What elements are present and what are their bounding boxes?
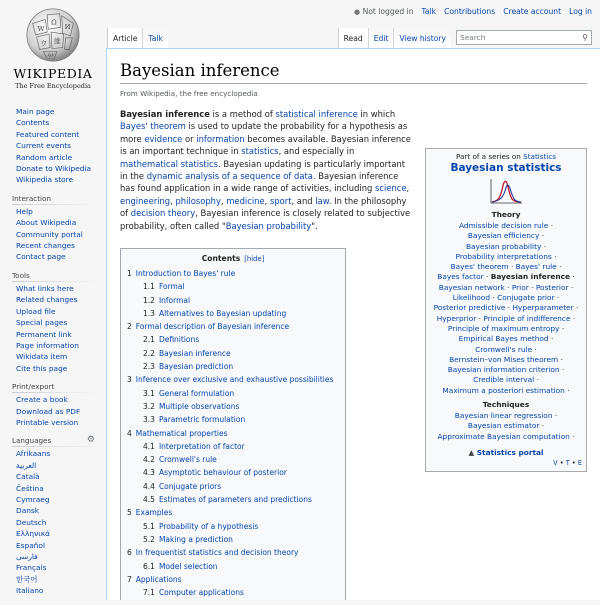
- inline-link[interactable]: science: [375, 183, 407, 194]
- navbox-vte: V • T • E: [553, 458, 582, 467]
- logo-tagline: The Free Encyclopedia: [15, 82, 91, 90]
- sidebar-link[interactable]: Ελληνικά: [16, 529, 50, 539]
- inline-link[interactable]: information: [196, 133, 245, 144]
- toc-link[interactable]: Examples: [135, 508, 173, 518]
- sidebox-line: Hyperprior · Principle of indifference ·: [436, 313, 576, 323]
- toc-link[interactable]: Formal: [158, 282, 185, 292]
- sidebar-link[interactable]: Download as PDF: [16, 406, 81, 416]
- text-run: is used to update the probability for a hypothesis as more: [120, 121, 408, 144]
- sidebar-item-cite-this-page[interactable]: [16, 363, 105, 374]
- toc-title: Contents: [201, 254, 241, 263]
- current-article-label: Bayesian inference: [490, 272, 571, 282]
- language-item-italiano[interactable]: [16, 585, 105, 596]
- sidebox-link[interactable]: Bayesian estimator: [467, 421, 540, 431]
- sidebox-link[interactable]: Bayes' theorem: [450, 262, 509, 272]
- toc-number: 1.3: [143, 308, 155, 318]
- not-logged-in: [354, 7, 413, 16]
- language-item-item[interactable]: [16, 460, 105, 471]
- series-part-of: [430, 152, 582, 161]
- sidebar-item-special-pages[interactable]: [16, 317, 105, 328]
- text-run: . Bayesian inference has found application in a wide range of activities, including: [120, 171, 399, 194]
- sidebox-link[interactable]: Principle of indifference: [483, 313, 571, 323]
- sidebox-line: Bayesian efficiency ·: [467, 231, 545, 241]
- sidebar-item-donate-to-wikipedia[interactable]: [16, 163, 105, 174]
- site-subtitle: From Wikipedia, the free encyclopedia: [120, 89, 258, 98]
- sidebox-line: Bayes factor · Bayesian inference ·: [437, 272, 575, 282]
- sidebar-languages: [0, 436, 105, 596]
- sidebox-link[interactable]: Hyperprior: [436, 313, 477, 323]
- language-item-francais[interactable]: [16, 562, 105, 573]
- sidebox-line: Credible interval ·: [473, 375, 539, 385]
- sidebox-link[interactable]: Principle of maximum entropy: [447, 323, 560, 333]
- tab-article[interactable]: [107, 28, 142, 48]
- sidebox-link[interactable]: Posterior: [535, 282, 569, 292]
- sidebar-heading-tools[interactable]: Tools: [0, 271, 105, 280]
- toc-number: 4.3: [143, 468, 155, 478]
- toc-entry[interactable]: [127, 546, 339, 559]
- sidebar-item-related-changes[interactable]: [16, 294, 105, 305]
- sidebar-link[interactable]: Cite this page: [16, 363, 68, 373]
- language-item-cymraeg[interactable]: [16, 494, 105, 505]
- sidebar-link[interactable]: Contents: [16, 118, 50, 128]
- sidebox-link[interactable]: Bayesian efficiency: [467, 231, 540, 241]
- toc-link[interactable]: Inference over exclusive and exhaustive possibilities: [135, 375, 334, 385]
- sidebar-link[interactable]: Dansk: [16, 506, 40, 516]
- sidebar-link[interactable]: About Wikipedia: [16, 218, 77, 228]
- sidebar-item-permanent-link[interactable]: [16, 329, 105, 340]
- sidebox-link[interactable]: Posterior predictive: [433, 303, 506, 313]
- sidebox-link[interactable]: Probability interpretations: [455, 251, 552, 261]
- toc-link[interactable]: Computer applications: [158, 588, 244, 598]
- toc-number: 4.4: [143, 481, 155, 491]
- toc-entry[interactable]: [127, 294, 339, 307]
- sidebar-link[interactable]: Page information: [16, 340, 79, 350]
- sidebox-link[interactable]: Cromwell's rule: [475, 344, 533, 354]
- sidebox-link[interactable]: Likelihood: [452, 293, 491, 303]
- toc-entry[interactable]: [127, 440, 339, 453]
- toc-number: 2: [127, 322, 132, 332]
- sidebox-link[interactable]: Maximum a posteriori estimation: [442, 385, 565, 395]
- search-input[interactable]: [456, 30, 592, 45]
- sidebar-item-upload-file[interactable]: [16, 306, 105, 317]
- view-tabs: [338, 28, 592, 48]
- toc-link[interactable]: Applications: [135, 574, 182, 584]
- toc-entry[interactable]: [127, 280, 339, 293]
- text-run: . In the philosophy of: [120, 195, 407, 219]
- sidebox-link[interactable]: Bayesian network: [438, 282, 505, 292]
- sidebox-link[interactable]: Bayesian probability: [465, 241, 542, 251]
- vte-edit-link[interactable]: E: [577, 458, 582, 467]
- toc-entry[interactable]: [127, 307, 339, 320]
- vte-view-link[interactable]: V: [553, 458, 558, 467]
- sidebar-item-about-wikipedia[interactable]: [16, 217, 105, 228]
- tab-read-label: Read: [343, 34, 363, 43]
- toc-entry[interactable]: [127, 400, 339, 413]
- sidebox-line: Bayesian linear regression ·: [454, 411, 558, 421]
- toc-number: 3.3: [143, 415, 155, 425]
- text-run: ,: [406, 183, 410, 194]
- text-run: , Bayesian inference is closely related to subjective probability, often called ": [120, 208, 411, 231]
- svg-text:ウ: ウ: [40, 39, 48, 48]
- toc-entry[interactable]: [127, 506, 339, 519]
- part-of-label: Part of a series on: [455, 152, 521, 161]
- toc-entry[interactable]: [127, 573, 339, 586]
- sidebar-item-recent-changes[interactable]: [16, 240, 105, 251]
- series-sidebar: [425, 148, 587, 472]
- toc-number: 5: [127, 508, 132, 518]
- sidebar-link[interactable]: Help: [16, 206, 33, 216]
- sidebar-link[interactable]: Contact page: [16, 252, 66, 262]
- tab-talk[interactable]: [142, 28, 168, 48]
- toc-entry[interactable]: [127, 413, 339, 426]
- sidebox-link[interactable]: Bayes factor: [437, 272, 484, 282]
- sidebox-line: Posterior predictive · Hyperparameter ·: [433, 303, 579, 313]
- theory-heading: Theory: [491, 210, 521, 219]
- sidebox-line: Principle of maximum entropy ·: [447, 323, 565, 333]
- language-item-espanol[interactable]: [16, 540, 105, 551]
- table-of-contents: [120, 248, 346, 600]
- content: [106, 48, 600, 600]
- sidebar-link[interactable]: Español: [16, 540, 45, 550]
- toc-number: 1.2: [143, 295, 155, 305]
- inline-link[interactable]: mathematical statistics: [120, 158, 218, 169]
- sidebar-link[interactable]: Community portal: [16, 229, 83, 239]
- toc-entry[interactable]: [127, 373, 339, 386]
- sidebox-link[interactable]: Bernstein–von Mises theorem: [449, 354, 559, 364]
- svg-text:И: И: [64, 23, 71, 32]
- text-run: ,: [264, 195, 270, 206]
- sidebar-item-random-article[interactable]: [16, 152, 105, 163]
- inline-link[interactable]: decision theory: [130, 208, 196, 219]
- sidebox-line: Approximate Bayesian computation ·: [437, 431, 575, 441]
- techniques-list: [430, 411, 582, 442]
- not-logged-in-label: Not logged in: [362, 7, 414, 16]
- toc-number: 6.1: [143, 561, 155, 571]
- inline-link[interactable]: Bayes' theorem: [120, 121, 186, 132]
- sidebar-tools: [0, 271, 105, 374]
- sidebar-item-what-links-here[interactable]: [16, 283, 105, 294]
- log-in-link[interactable]: Log in: [569, 7, 592, 16]
- sidebar-link[interactable]: Cymraeg: [16, 494, 50, 504]
- sidebar-link[interactable]: Main page: [16, 107, 55, 116]
- toc-hide-toggle[interactable]: [hide]: [244, 255, 265, 263]
- sidebox-link[interactable]: Bayes' rule: [515, 262, 557, 272]
- sidebar-item-featured-content[interactable]: [16, 129, 105, 140]
- sidebar-navigation: [0, 106, 105, 186]
- sidebox-link[interactable]: Hyperparameter: [512, 303, 574, 313]
- sidebar-link[interactable]: 한국어: [16, 574, 38, 584]
- sidebar-link[interactable]: Printable version: [16, 417, 79, 427]
- toc-link[interactable]: Estimates of parameters and predictions: [158, 495, 312, 505]
- toc-number: 4.2: [143, 455, 155, 465]
- toc-entry[interactable]: [127, 360, 339, 373]
- sidebar-heading-interaction[interactable]: Interaction: [0, 194, 105, 203]
- sidebar-item-contact-page[interactable]: [16, 251, 105, 262]
- sidebox-line: Bayesian information criterion ·: [447, 365, 565, 375]
- toc-link[interactable]: Making a prediction: [158, 534, 233, 544]
- sidebox-line: Bayesian estimator ·: [467, 421, 545, 431]
- text-run: or: [182, 133, 197, 144]
- inline-link[interactable]: sport: [269, 195, 292, 206]
- text-run: ,: [220, 195, 227, 206]
- sidebar-link[interactable]: Afrikaans: [16, 449, 51, 459]
- toc-number: 7: [127, 574, 132, 584]
- language-item-dansk[interactable]: [16, 505, 105, 516]
- sidebar-link[interactable]: Create a book: [16, 395, 68, 405]
- lead-paragraph: [120, 108, 412, 232]
- inline-link[interactable]: evidence: [144, 133, 183, 144]
- toc-entry[interactable]: [127, 347, 339, 360]
- techniques-heading: Techniques: [482, 400, 530, 410]
- sidebox-link[interactable]: Bayesian linear regression: [454, 411, 553, 421]
- toc-link[interactable]: Probability of a hypothesis: [158, 521, 259, 531]
- toc-entry[interactable]: [127, 560, 339, 573]
- toc-entry[interactable]: [127, 267, 339, 280]
- toc-link[interactable]: Interpretation of factor: [158, 441, 245, 451]
- portal-link[interactable]: Statistics portal: [476, 447, 544, 457]
- sidebar-item-wikipedia-store[interactable]: [16, 174, 105, 185]
- sidebox-link[interactable]: Empirical Bayes method: [458, 334, 549, 344]
- sidebar-link[interactable]: Current events: [16, 141, 72, 151]
- toc-entry[interactable]: [127, 520, 339, 533]
- text-run: becomes available. Bayesian inference is an important technique in: [120, 133, 411, 157]
- sidebar-item-contents[interactable]: [16, 117, 105, 128]
- sidebar-link[interactable]: Čeština: [16, 483, 44, 493]
- sidebar-link[interactable]: Français: [16, 563, 47, 573]
- toc-number: 3: [127, 375, 132, 385]
- bold-term: Bayesian inference: [120, 109, 210, 119]
- inline-link[interactable]: dynamic analysis of a sequence of data: [146, 171, 313, 182]
- wikipedia-logo[interactable]: [12, 6, 94, 90]
- toc-number: 4.5: [143, 495, 155, 505]
- toc-entry[interactable]: [127, 387, 339, 400]
- sidebox-line: Bayesian probability ·: [465, 241, 547, 251]
- sidebar-link[interactable]: Recent changes: [16, 241, 75, 251]
- toc-number: 5.1: [143, 521, 155, 531]
- personal-tools: [354, 7, 592, 16]
- sidebar-link[interactable]: Donate to Wikipedia: [16, 164, 92, 174]
- toc-link[interactable]: Definitions: [158, 335, 200, 345]
- toc-number: 5.2: [143, 534, 155, 544]
- sidebox-line: Cromwell's rule ·: [475, 344, 537, 354]
- toc-entry[interactable]: [127, 466, 339, 479]
- sidebar-item-help[interactable]: [16, 206, 105, 217]
- toc-number: 6: [127, 548, 132, 558]
- sidebar-item-community-portal[interactable]: [16, 229, 105, 240]
- toc-entry[interactable]: [127, 333, 339, 346]
- language-item-afrikaans[interactable]: [16, 448, 105, 459]
- toc-entry[interactable]: [127, 493, 339, 506]
- wikipedia-globe-icon: [24, 6, 82, 64]
- toc-link[interactable]: Formal description of Bayesian inference: [135, 322, 290, 332]
- inline-link[interactable]: philosophy: [175, 195, 221, 206]
- sidebar-link[interactable]: Wikipedia store: [16, 175, 74, 185]
- sidebox-line: Likelihood · Conjugate prior ·: [452, 293, 560, 303]
- sidebar-item-page-information[interactable]: [16, 340, 105, 351]
- svg-text:W: W: [37, 25, 45, 34]
- bayesian-curves-icon: [488, 176, 524, 206]
- sidebox-link[interactable]: Approximate Bayesian computation: [437, 431, 570, 441]
- toc-link[interactable]: Multiple observations: [158, 401, 240, 411]
- sidebar: [0, 106, 105, 605]
- sidebar-item-download-as-pdf[interactable]: [16, 406, 105, 417]
- sidebar-heading-languages[interactable]: [0, 436, 105, 445]
- search-placeholder: Search: [460, 33, 486, 42]
- sidebar-item-main-page[interactable]: [16, 106, 105, 117]
- language-item-item[interactable]: [16, 551, 105, 562]
- create-account-link[interactable]: Create account: [503, 7, 562, 16]
- sidebar-interaction: [0, 194, 105, 263]
- search-icon[interactable]: ⚲: [582, 33, 588, 42]
- text-run: ,: [170, 195, 176, 206]
- tab-article-label: Article: [113, 34, 138, 43]
- language-item-cestina[interactable]: [16, 483, 105, 494]
- tab-talk-label: Talk: [148, 34, 163, 43]
- toc-link[interactable]: Introduction to Bayes' rule: [135, 269, 236, 278]
- text-run: , and especially in: [278, 146, 355, 157]
- series-title[interactable]: Bayesian statistics: [450, 162, 562, 174]
- toc-link[interactable]: Cromwell's rule: [158, 455, 217, 465]
- toc-entry[interactable]: [127, 320, 339, 333]
- language-item-item[interactable]: [16, 528, 105, 539]
- text-run: . Bayesian updating is particularly important in the: [120, 158, 406, 182]
- sidebar-link[interactable]: Related changes: [16, 295, 78, 305]
- tab-view-history-label: View history: [399, 34, 446, 43]
- toc-number: 4.1: [143, 441, 155, 451]
- sidebar-link[interactable]: Català: [16, 472, 40, 482]
- sidebar-link[interactable]: Permanent link: [16, 329, 72, 339]
- sidebox-line: Bayes' theorem · Bayes' rule ·: [450, 262, 562, 272]
- inline-link[interactable]: medicine: [226, 195, 265, 206]
- toc-link[interactable]: Conjugate priors: [158, 481, 222, 491]
- statistics-link[interactable]: Statistics: [523, 152, 557, 161]
- toc-link[interactable]: Parametric formulation: [158, 415, 246, 425]
- toc-number: 1: [127, 269, 132, 278]
- contributions-link[interactable]: Contributions: [444, 7, 496, 16]
- language-item-deutsch[interactable]: [16, 517, 105, 528]
- svg-text:ω: ω: [48, 50, 54, 59]
- toc-number: 4: [127, 428, 132, 438]
- user-icon: ●: [354, 8, 361, 16]
- toc-entry[interactable]: [127, 427, 339, 440]
- text-run: is a method of: [209, 109, 276, 119]
- toc-entry[interactable]: [127, 586, 339, 599]
- sidebox-line: Admissible decision rule ·: [458, 221, 554, 230]
- toc-link[interactable]: Bayesian prediction: [158, 362, 234, 372]
- sidebar-link[interactable]: Random article: [16, 152, 73, 162]
- toc-link[interactable]: Informal: [158, 295, 191, 305]
- sidebar-link[interactable]: Special pages: [16, 318, 68, 328]
- svg-text:維: 維: [53, 37, 61, 46]
- toc-number: 3.2: [143, 401, 155, 411]
- toc-link[interactable]: Alternatives to Bayesian updating: [158, 308, 287, 318]
- portal-icon: ▲: [468, 447, 475, 457]
- toc-number: 2.3: [143, 362, 155, 372]
- talk-link[interactable]: Talk: [421, 7, 437, 16]
- toc-link[interactable]: Mathematical properties: [135, 428, 228, 438]
- language-item-item[interactable]: [16, 574, 105, 585]
- tab-edit-label: Edit: [373, 34, 389, 43]
- tab-read[interactable]: [338, 28, 368, 48]
- sidebar-link[interactable]: Featured content: [16, 129, 80, 139]
- sidebar-link[interactable]: Wikidata item: [16, 352, 68, 362]
- toc-entry[interactable]: [127, 453, 339, 466]
- inline-link[interactable]: Bayesian probability: [225, 220, 312, 231]
- toc-entry[interactable]: [127, 533, 339, 546]
- toc-link[interactable]: In frequentist statistics and decision theory: [135, 548, 299, 558]
- sidebar-link[interactable]: العربية: [16, 460, 37, 470]
- theory-list: [430, 221, 582, 396]
- toc-number: 2.2: [143, 348, 155, 358]
- sidebox-line: Bernstein–von Mises theorem ·: [449, 354, 563, 364]
- toc-link[interactable]: Model selection: [158, 561, 218, 571]
- toc-entry[interactable]: [127, 480, 339, 493]
- sidebar-link[interactable]: Italiano: [16, 586, 44, 596]
- sidebar-print: [0, 382, 105, 428]
- gear-icon[interactable]: ⚙: [86, 435, 95, 446]
- inline-link[interactable]: law: [315, 195, 329, 206]
- sidebox-link[interactable]: Admissible decision rule: [458, 221, 549, 230]
- sidebox-line: Maximum a posteriori estimation ·: [442, 385, 570, 395]
- toc-number: 7.1: [143, 588, 155, 598]
- page-title: Bayesian inference: [120, 61, 587, 84]
- sidebar-link[interactable]: What links here: [16, 283, 74, 293]
- inline-link[interactable]: statistics: [241, 146, 279, 157]
- text-run: ".: [311, 220, 318, 231]
- toc-header: [127, 254, 339, 263]
- text-run: in which: [357, 109, 396, 119]
- toc-list: [127, 267, 339, 599]
- vte-talk-link[interactable]: T: [565, 458, 570, 467]
- namespace-tabs: [107, 28, 168, 48]
- language-item-catala[interactable]: [16, 471, 105, 482]
- sidebox-link[interactable]: Bayesian information criterion: [447, 365, 560, 375]
- statistics-portal[interactable]: [430, 448, 582, 457]
- sidebox-line: Bayesian network · Prior · Posterior ·: [438, 282, 574, 292]
- sidebox-link[interactable]: Conjugate prior: [497, 293, 555, 303]
- toc-number: 2.1: [143, 335, 155, 345]
- tab-edit[interactable]: [368, 28, 394, 48]
- logo-wordmark: WIKIPEDIA: [13, 66, 93, 81]
- sidebar-item-create-a-book[interactable]: [16, 394, 105, 405]
- text-run: , and: [291, 195, 316, 206]
- sidebar-link[interactable]: فارسی: [16, 552, 38, 561]
- sidebox-line: Probability interpretations ·: [455, 251, 557, 261]
- svg-text:Ω: Ω: [51, 18, 57, 27]
- tab-view-history[interactable]: [393, 28, 451, 48]
- toc-number: 3.1: [143, 388, 155, 398]
- languages-heading-label: Languages: [12, 436, 52, 446]
- inline-link[interactable]: engineering: [120, 195, 171, 206]
- sidebar-item-current-events[interactable]: [16, 140, 105, 151]
- sidebar-item-wikidata-item[interactable]: [16, 351, 105, 362]
- toc-number: 1.1: [143, 282, 155, 292]
- sidebar-item-printable-version[interactable]: [16, 417, 105, 428]
- sidebar-heading-print[interactable]: Print/export: [0, 382, 105, 391]
- sidebox-line: Empirical Bayes method ·: [458, 334, 554, 344]
- toc-link[interactable]: Bayesian inference: [158, 348, 231, 358]
- toc-link[interactable]: Asymptotic behaviour of posterior: [158, 468, 287, 478]
- sidebar-link[interactable]: Deutsch: [16, 517, 47, 527]
- toc-link[interactable]: General formulation: [158, 388, 235, 398]
- sidebar-link[interactable]: Upload file: [16, 306, 56, 316]
- inline-link[interactable]: statistical inference: [275, 109, 358, 119]
- sidebox-link[interactable]: Prior: [511, 282, 529, 292]
- sidebox-link[interactable]: Credible interval: [473, 375, 535, 385]
